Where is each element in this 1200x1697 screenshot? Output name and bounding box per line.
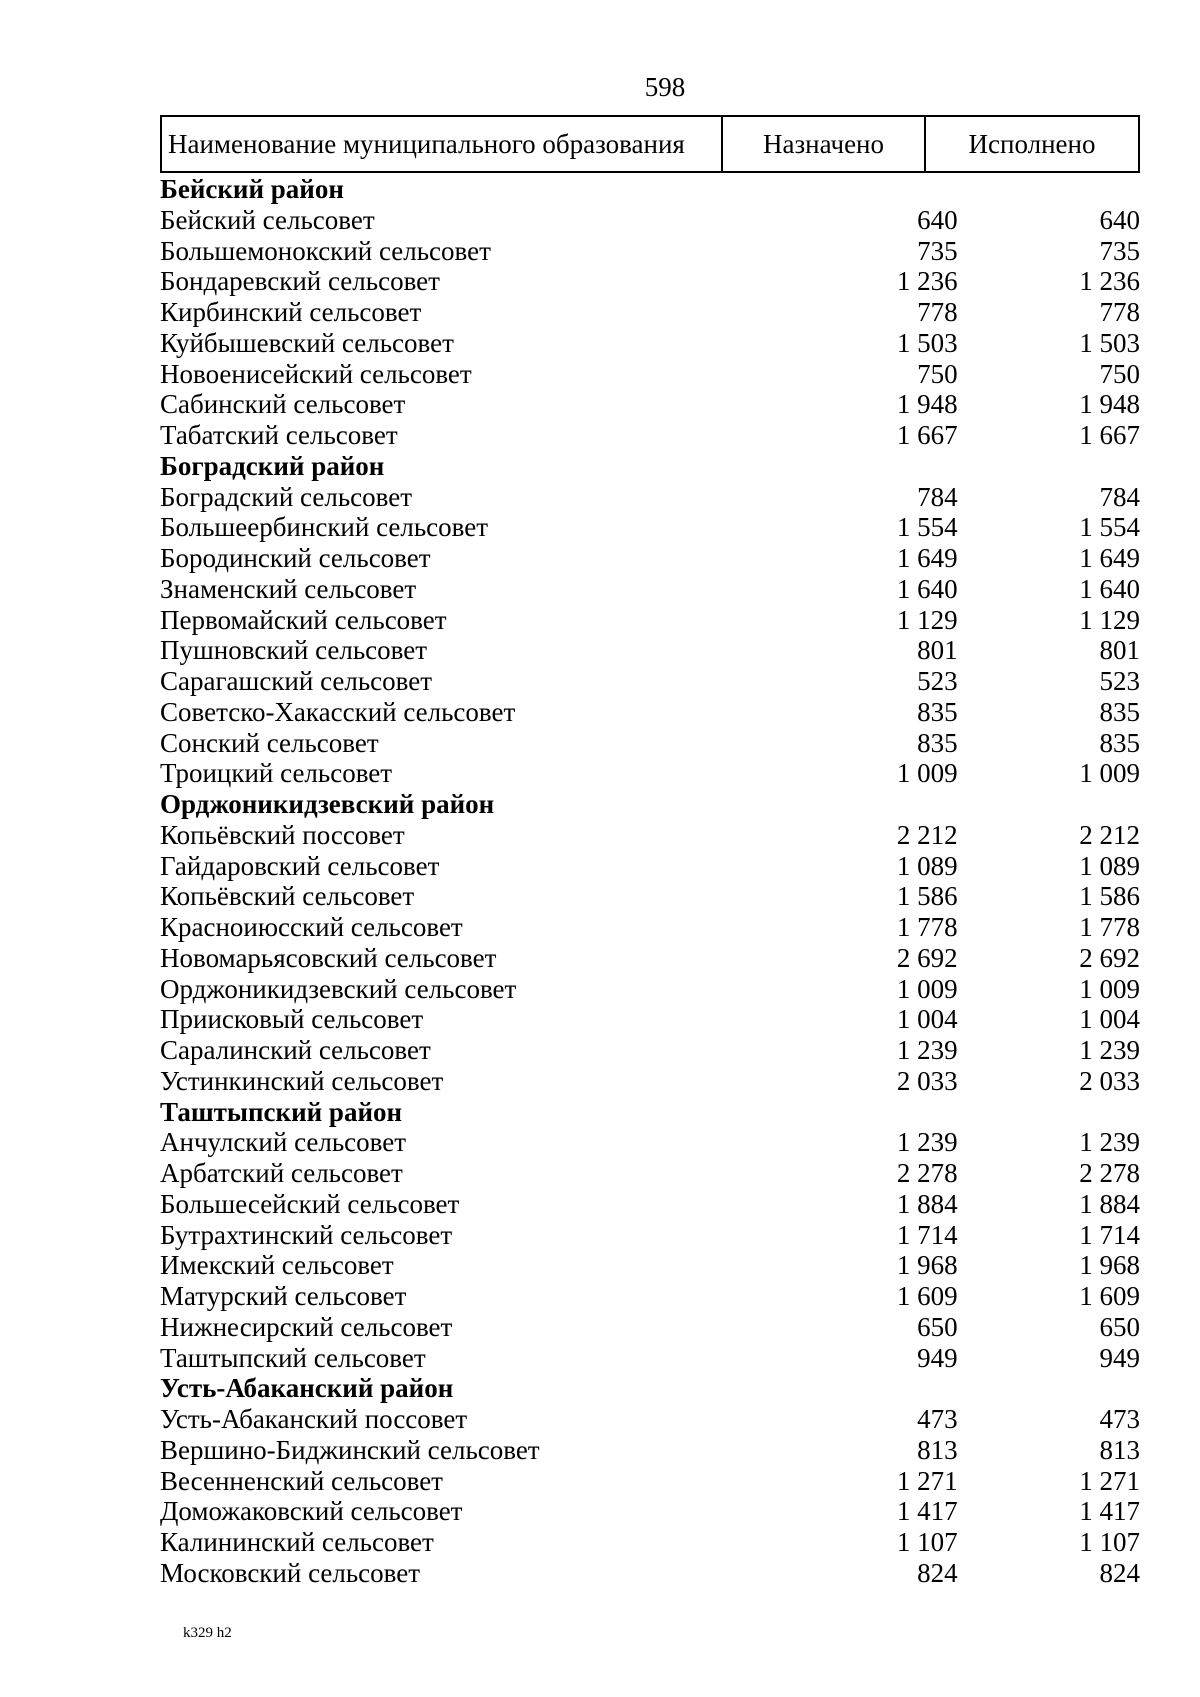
municipality-name: Пушновский сельсовет (160, 635, 428, 666)
district-heading-row (160, 1097, 1140, 1128)
district-name: Усть-Абаканский район (160, 1373, 454, 1404)
table-row (160, 389, 1140, 420)
district-name: Бейский район (160, 174, 344, 204)
assigned-value: 640 (917, 204, 958, 235)
assigned-value: 1 609 (896, 1281, 958, 1311)
assigned-value: 1 107 (896, 1527, 958, 1557)
table-row (160, 1250, 1140, 1281)
municipality-name: Новомарьясовский сельсовет (160, 942, 497, 973)
done-value: 1 236 (1079, 266, 1140, 297)
municipality-name: Таштыпский сельсовет (160, 1342, 426, 1373)
assigned-value: 835 (917, 696, 958, 727)
assigned-value: 1 667 (896, 420, 958, 450)
table-row (160, 420, 1140, 451)
done-value: 1 107 (1079, 1527, 1140, 1557)
done-value: 1 009 (1079, 758, 1140, 789)
assigned-value: 1 884 (896, 1188, 958, 1219)
column-header-done: Исполнено (968, 128, 1096, 159)
table-row (160, 1189, 1140, 1220)
table-row (160, 1496, 1140, 1527)
assigned-value: 473 (917, 1404, 958, 1434)
done-value: 1 129 (1079, 604, 1140, 635)
done-value: 784 (1099, 481, 1140, 512)
municipality-name: Знаменский сельсовет (160, 573, 417, 604)
done-value: 824 (1099, 1557, 1140, 1588)
assigned-value: 1 948 (896, 389, 958, 420)
district-heading-row (160, 789, 1140, 820)
assigned-value: 1 778 (896, 912, 958, 942)
table-row (160, 943, 1140, 974)
done-value: 735 (1099, 235, 1140, 266)
table-row (160, 1066, 1140, 1097)
assigned-value: 735 (917, 235, 958, 266)
table-row (160, 1435, 1140, 1466)
assigned-value: 813 (917, 1434, 958, 1465)
table-row (160, 1558, 1140, 1589)
table-row (160, 1127, 1140, 1158)
assigned-value: 1 009 (896, 973, 958, 1004)
done-value: 1 586 (1079, 881, 1140, 912)
assigned-value: 1 271 (896, 1465, 958, 1496)
municipality-name: Калининский сельсовет (160, 1527, 434, 1557)
assigned-value: 1 009 (896, 758, 958, 789)
done-value: 1 009 (1079, 973, 1140, 1004)
district-name: Таштыпский район (160, 1096, 403, 1127)
table-row (160, 728, 1140, 759)
table-row (160, 328, 1140, 359)
done-value: 1 239 (1079, 1035, 1140, 1065)
municipality-name: Весенненский сельсовет (160, 1465, 443, 1496)
municipality-name: Большеербинский сельсовет (160, 512, 489, 543)
done-value: 835 (1099, 696, 1140, 727)
assigned-value: 784 (917, 481, 958, 512)
done-value: 1 417 (1079, 1496, 1140, 1527)
done-value: 1 884 (1079, 1188, 1140, 1219)
municipality-name: Сабинский сельсовет (160, 389, 406, 420)
assigned-value: 2 278 (896, 1158, 958, 1188)
assigned-value: 1 239 (896, 1127, 958, 1158)
assigned-value: 801 (917, 635, 958, 666)
done-value: 1 714 (1079, 1219, 1140, 1250)
table-row (160, 1004, 1140, 1035)
assigned-value: 2 212 (896, 819, 958, 850)
table-row (160, 1343, 1140, 1374)
assigned-value: 1 417 (896, 1496, 958, 1527)
done-value: 2 212 (1079, 819, 1140, 850)
done-value: 1 609 (1079, 1281, 1140, 1311)
table-row (160, 666, 1140, 697)
done-value: 473 (1099, 1404, 1140, 1434)
done-value: 650 (1099, 1311, 1140, 1342)
table-row (160, 266, 1140, 297)
assigned-value: 1 714 (896, 1219, 958, 1250)
assigned-value: 1 649 (896, 543, 958, 573)
done-value: 949 (1099, 1342, 1140, 1373)
done-value: 1 649 (1079, 543, 1140, 573)
table-row (160, 512, 1140, 543)
done-value: 835 (1099, 727, 1140, 758)
table-row (160, 543, 1140, 574)
done-value: 1 778 (1079, 912, 1140, 942)
table-row (160, 574, 1140, 605)
municipality-name: Большемонокский сельсовет (160, 235, 491, 266)
done-value: 778 (1099, 297, 1140, 327)
done-value: 523 (1099, 666, 1140, 696)
table-row (160, 974, 1140, 1005)
assigned-value: 1 089 (896, 850, 958, 881)
assigned-value: 835 (917, 727, 958, 758)
municipality-name: Троицкий сельсовет (160, 758, 393, 789)
municipality-name: Красноиюсский сельсовет (160, 912, 463, 942)
assigned-value: 1 586 (896, 881, 958, 912)
assigned-value: 1 236 (896, 266, 958, 297)
table-row (160, 236, 1140, 267)
assigned-value: 1 554 (896, 512, 958, 543)
done-value: 813 (1099, 1434, 1140, 1465)
municipality-name: Бондаревский сельсовет (160, 266, 440, 297)
done-value: 801 (1099, 635, 1140, 666)
column-header-assigned: Назначено (723, 117, 926, 171)
municipality-name: Сонский сельсовет (160, 727, 379, 758)
municipality-name: Копьёвский сельсовет (160, 881, 415, 912)
done-value: 1 239 (1079, 1127, 1140, 1158)
municipality-name: Усть-Абаканский поссовет (160, 1404, 468, 1434)
table-row (160, 482, 1140, 513)
municipality-name: Приисковый сельсовет (160, 1004, 424, 1035)
table-row (160, 820, 1140, 851)
assigned-value: 650 (917, 1311, 958, 1342)
table-row (160, 697, 1140, 728)
district-heading-row (160, 1373, 1140, 1404)
done-value: 1 004 (1079, 1004, 1140, 1035)
table-row (160, 205, 1140, 236)
assigned-value: 1 239 (896, 1035, 958, 1065)
municipality-name: Орджоникидзевский сельсовет (160, 973, 517, 1004)
table-row (160, 851, 1140, 882)
municipality-name: Куйбышевский сельсовет (160, 327, 454, 358)
municipality-name: Московский сельсовет (160, 1557, 421, 1588)
municipality-name: Нижнесирский сельсовет (160, 1311, 453, 1342)
table-row (160, 605, 1140, 636)
done-value: 2 033 (1079, 1065, 1140, 1096)
municipality-name: Доможаковский сельсовет (160, 1496, 463, 1527)
table-row (160, 1404, 1140, 1435)
municipality-name: Кирбинский сельсовет (160, 297, 422, 327)
district-name: Орджоникидзевский район (160, 789, 495, 819)
done-value: 640 (1099, 204, 1140, 235)
municipality-name: Матурский сельсовет (160, 1281, 407, 1311)
assigned-value: 1 640 (896, 573, 958, 604)
municipality-name: Имекский сельсовет (160, 1250, 394, 1281)
done-value: 1 968 (1079, 1250, 1140, 1281)
done-value: 1 503 (1079, 327, 1140, 358)
municipality-name: Саралинский сельсовет (160, 1035, 431, 1065)
assigned-value: 1 503 (896, 327, 958, 358)
done-value: 2 278 (1079, 1158, 1140, 1188)
municipality-name: Большесейский сельсовет (160, 1188, 460, 1219)
done-value: 1 667 (1079, 420, 1140, 450)
assigned-value: 1 968 (896, 1250, 958, 1281)
municipality-name: Устинкинский сельсовет (160, 1065, 444, 1096)
assigned-value: 778 (917, 297, 958, 327)
table-row (160, 1158, 1140, 1189)
municipality-name: Сарагашский сельсовет (160, 666, 433, 696)
table-body (160, 174, 1140, 1589)
municipality-name: Гайдаровский сельсовет (160, 850, 440, 881)
assigned-value: 824 (917, 1557, 958, 1588)
table-header (160, 115, 1140, 173)
district-heading-row (160, 451, 1140, 482)
district-heading-row (160, 174, 1140, 205)
table-row (160, 912, 1140, 943)
done-value: 1 554 (1079, 512, 1140, 543)
done-value: 1 089 (1079, 850, 1140, 881)
table-row (160, 1281, 1140, 1312)
municipality-name: Бородинский сельсовет (160, 543, 431, 573)
assigned-value: 2 033 (896, 1065, 958, 1096)
municipality-name: Боградский сельсовет (160, 481, 412, 512)
page-number: 598 (644, 72, 686, 102)
district-name: Боградский район (160, 450, 385, 481)
municipality-name: Первомайский сельсовет (160, 604, 447, 635)
done-value: 1 640 (1079, 573, 1140, 604)
column-header-name: Наименование муниципального образования (162, 117, 723, 171)
table-row (160, 881, 1140, 912)
assigned-value: 949 (917, 1342, 958, 1373)
municipality-name: Бутрахтинский сельсовет (160, 1219, 453, 1250)
assigned-value: 1 129 (896, 604, 958, 635)
municipality-name: Новоенисейский сельсовет (160, 358, 472, 389)
assigned-value: 750 (917, 358, 958, 389)
municipality-name: Бейский сельсовет (160, 204, 375, 235)
done-value: 1 271 (1079, 1465, 1140, 1496)
assigned-value: 2 692 (896, 942, 958, 973)
table-row (160, 1220, 1140, 1251)
table-row (160, 758, 1140, 789)
table-row (160, 1527, 1140, 1558)
table-row (160, 359, 1140, 390)
table-row (160, 1466, 1140, 1497)
table-row (160, 1312, 1140, 1343)
footer-code: k329 h2 (183, 1625, 232, 1641)
table-row (160, 297, 1140, 328)
municipality-name: Табатский сельсовет (160, 420, 398, 450)
done-value: 1 948 (1079, 389, 1140, 420)
municipality-name: Копьёвский поссовет (160, 819, 405, 850)
assigned-value: 523 (917, 666, 958, 696)
municipality-name: Советско-Хакасский сельсовет (160, 696, 516, 727)
municipality-name: Вершино-Биджинский сельсовет (160, 1434, 540, 1465)
table-row (160, 635, 1140, 666)
municipality-name: Арбатский сельсовет (160, 1158, 403, 1188)
municipality-name: Анчулский сельсовет (160, 1127, 407, 1158)
done-value: 750 (1099, 358, 1140, 389)
table-row (160, 1035, 1140, 1066)
assigned-value: 1 004 (896, 1004, 958, 1035)
done-value: 2 692 (1079, 942, 1140, 973)
